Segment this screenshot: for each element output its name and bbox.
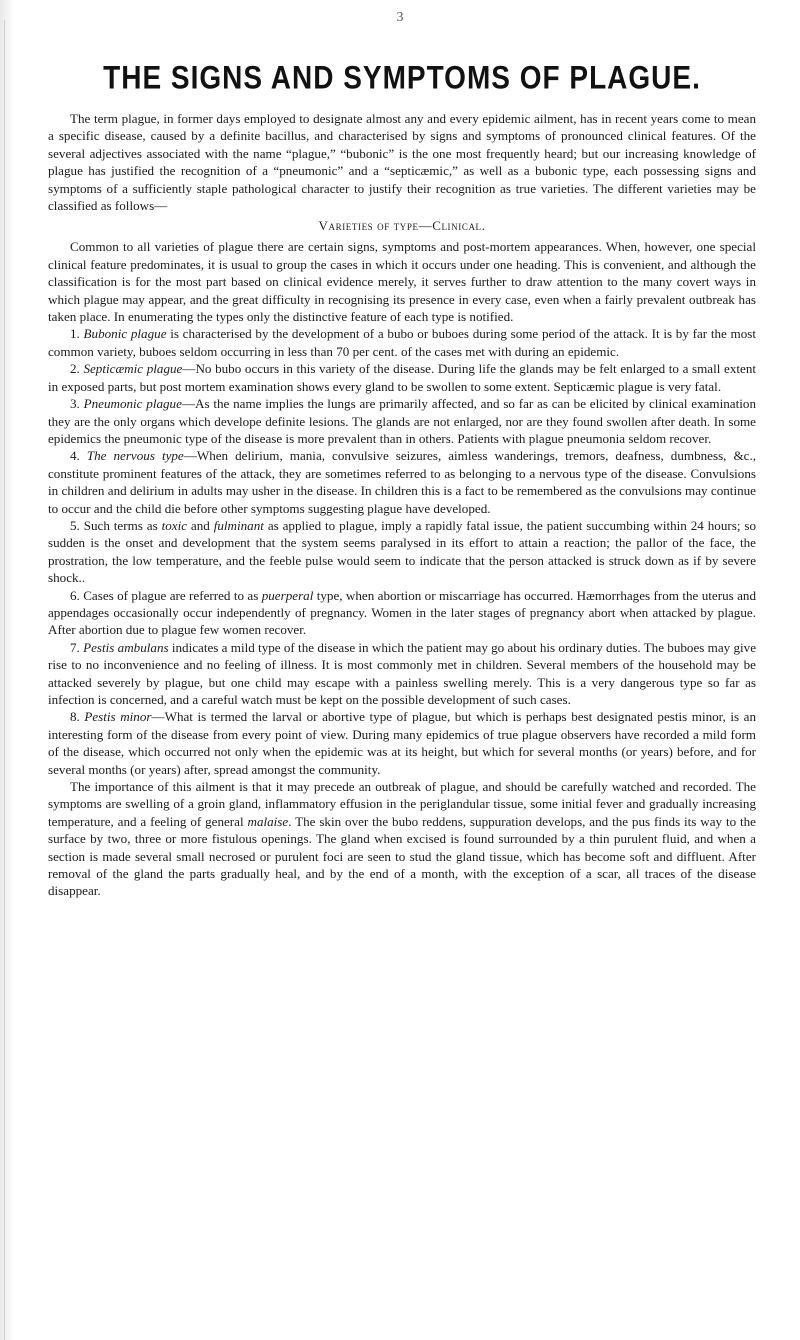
page-number: 3 (396, 10, 404, 25)
item-text: —No bubo occurs in this variety of the disease. During life the glands may be felt enlarged to a small extent in exposed parts, but post mortem examination shows every gland to be swollen to some extent. Septicæmic plague is very fatal. (48, 361, 757, 394)
item-text: —As the name implies the lungs are primarily affected, and so far as can be elicited by clinical examination they are the only organs which develope definite lesions. The glands are not enlarged, nor are they found swollen after death. In some epidemics the pneumonic type of the disease is more prevalent than in others. Patients with plague pneumonia seldom recover. (48, 396, 756, 446)
item-number: 1. (70, 326, 84, 342)
item-type-name: Pestis ambulans (83, 639, 169, 655)
variety-item (48, 639, 756, 709)
item-type-name: The nervous type (86, 448, 184, 464)
item-type-name: Septicæmic plague (83, 361, 183, 377)
page-title: THE SIGNS AND SYMPTOMS OF PLAGUE. (103, 59, 701, 96)
item-number: 4. (70, 448, 87, 464)
variety-item (48, 325, 756, 360)
variety-item (48, 395, 756, 447)
item-text: indicates a mild type of the disease in which the patient may go about his ordinary duties. The buboes may give rise to no inconvenience and no feeling of illness. It is most commonly met in children. Several members of the household may be attacked severely by plague, but one child may escape with a painless swelling merely. This is a very dangerous type so far as infection is concerned, and a careful watch must be kept on the possible development of such cases. (48, 639, 757, 707)
binding-gutter (0, 0, 14, 1340)
variety-item (48, 447, 756, 517)
item-type-name: Pestis minor (84, 709, 152, 725)
item-number: 2. (70, 361, 84, 377)
variety-item (48, 708, 756, 778)
variety-item (48, 517, 756, 587)
section-heading: Varieties of type—Clinical. (318, 218, 486, 234)
variety-item (48, 587, 756, 639)
item-number: 8. (70, 709, 85, 725)
item-text: —What is termed the larval or abortive type of plague, but which is perhaps best designated pestis minor, is an interesting form of the disease from every point of view. During many epidemics of true plague observers have recorded a mild form of the disease, which occurred not only when the epidemic was at its height, but which for several months (or years) before, and for several months (or years) after, spread amongst the community. (48, 709, 756, 777)
page-content (48, 59, 757, 900)
item-number: 7. (70, 639, 84, 655)
item-number: 5. (70, 517, 84, 533)
item-text: —When delirium, mania, convulsive seizures, aimless wanderings, tremors, deafness, dumbness, &c., constitute prominent features of the attack, they are sometimes referred to as belonging to a nervous type of the disease. Convulsions in children and delirium in adults may usher in the disease. In children this is a fact to be remembered as the convulsions may continue to occur and the child die before other symptoms suggesting plague have developed. (48, 448, 756, 516)
item-type-name: Pneumonic plague (83, 396, 182, 412)
section-intro-paragraph: Common to all varieties of plague there are certain signs, symptoms and post-mortem appearances. When, however, one special clinical feature predominates, it is usual to group the cases in which it occurs under one heading. This is convenient, and although the classification is for the most part based on clinical evidence merely, it serves further to draw attention to the many covert ways in which plague may appear, and the great difficulty in recognising its presence in every case, even when a fairly prevalent outbreak has taken place. In enumerating the types only the distinctive feature of each type is notified. (48, 239, 756, 325)
intro-paragraph: The term plague, in former days employed to designate almost any and every epidemic ailment, has in recent years come to mean a specific disease, caused by a definite bacillus, and characterised by signs and symptoms of pronounced clinical features. Of the several adjectives associated with the name “plague,” “bubonic” is the one most frequently heard; but our increasing knowledge of plague has justified the recognition of a “pneumonic” and a “septicæmic,” as well as a bubonic type, each possessing signs and symptoms of a sufficiently staple pathological character to justify their recognition as true varieties. The different varieties may be classified as follows— (48, 111, 756, 214)
variety-list (48, 325, 756, 778)
closing-paragraph: The importance of this ailment is that it may precede an outbreak of plague, and should be carefully watched and recorded. The symptoms are swelling of a groin gland, inflammatory effusion in the periglandular tissue, some initial fever and gradually increasing temperature, and a feeling of general malaise. The skin over the bubo reddens, suppuration develops, and the pus finds its way to the surface by two, three or more fistulous openings. The gland when excised is found surrounded by a thin purulent fluid, and when a section is made several small necrosed or purulent foci are seen to stud the gland tissue, which has become soft and diffluent. After removal of the gland the parts gradually heal, and by the end of a month, with the exception of a scar, all traces of the disease disappear. (48, 779, 756, 899)
variety-item (48, 360, 756, 395)
item-text: Such terms as toxic and fulminant as applied to plague, imply a rapidly fatal issue, the patient succumbing within 24 hours; so sudden is the onset and development that the system seems paralysed in its effort to attain a reaction; the pallor of the face, the prostration, the low temperature, and the feeble pulse would seem to indicate that the person attacked is struck down as if by severe shock.. (48, 517, 756, 586)
item-type-name: Bubonic plague (83, 326, 167, 342)
item-number: 3. (70, 396, 84, 412)
item-text: Cases of plague are referred to as puerperal type, when abortion or miscarriage has occurred. Hæmorrhages from the uterus and appendages occasionally occur independently of pregnancy. Women in the later stages of pregnancy abort when attacked by plague. After abortion due to plague few women recover. (48, 587, 756, 638)
item-number: 6. (70, 587, 84, 603)
item-text: is characterised by the development of a bubo or buboes during some period of the attack. It is by far the most common variety, buboes seldom occurring in less than 70 per cent. of the cases met with during an epidemic. (48, 326, 757, 359)
